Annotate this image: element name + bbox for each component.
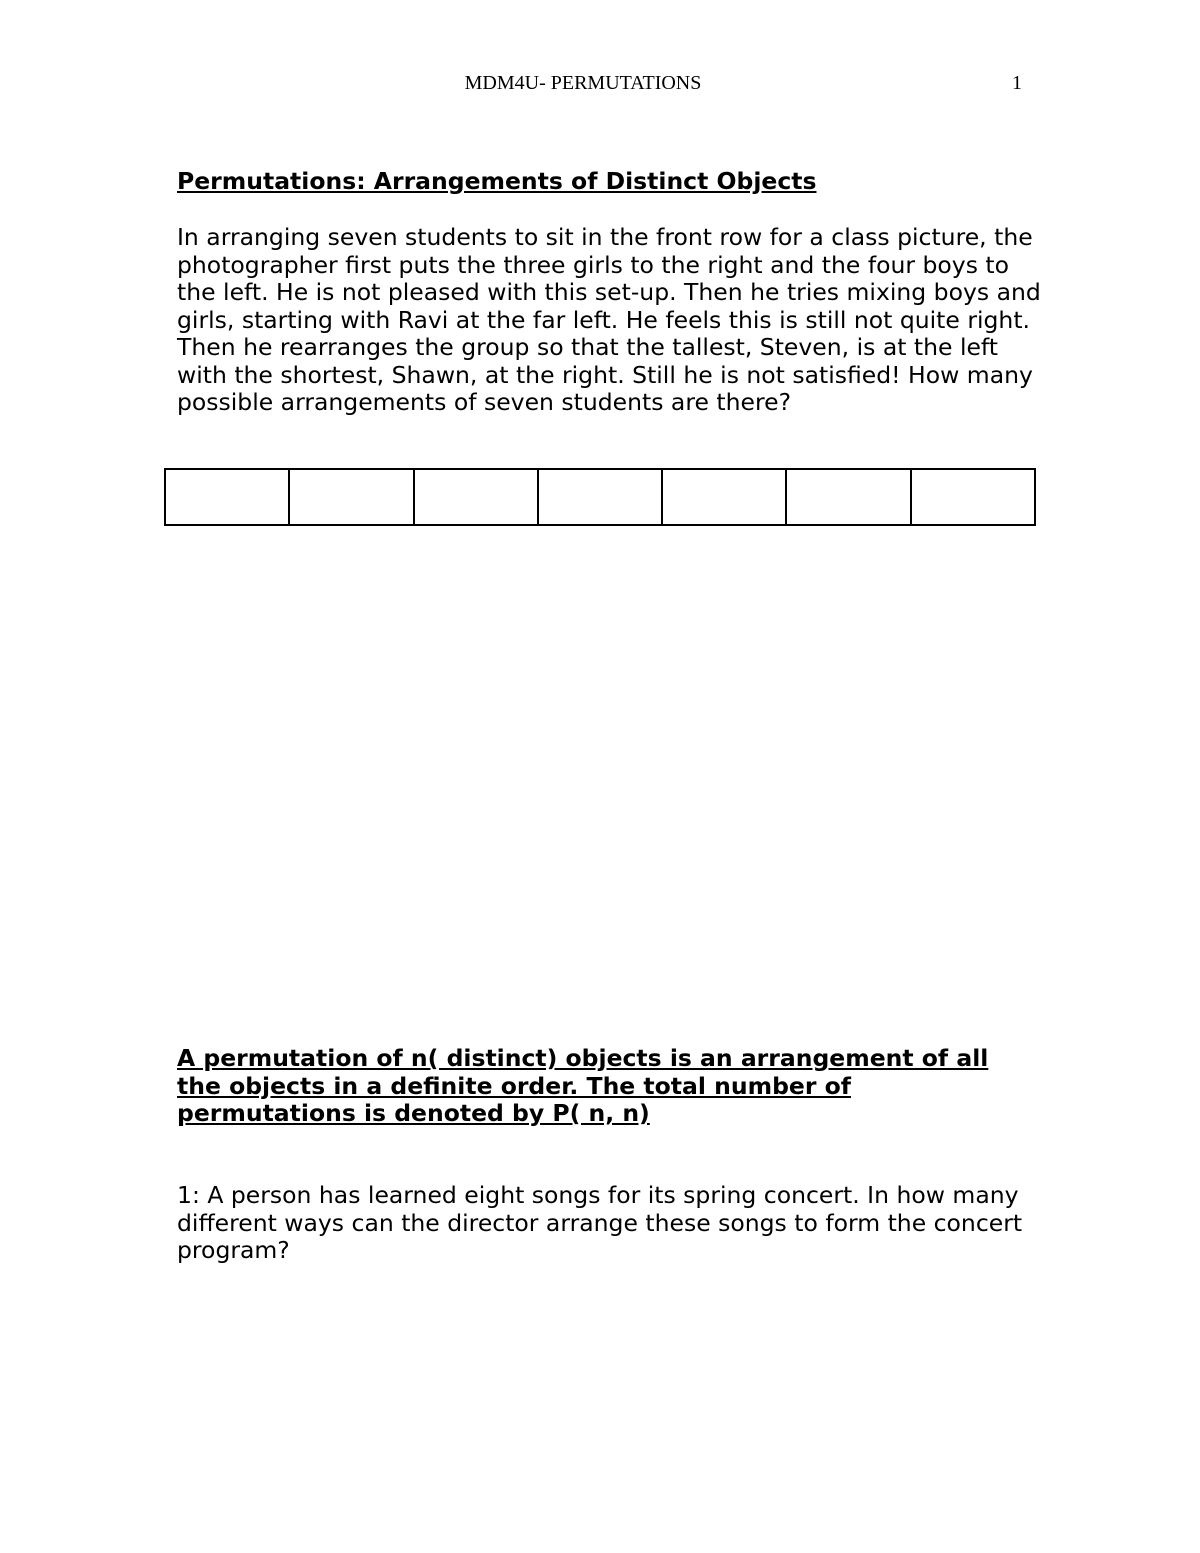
seat-cell-6	[786, 469, 910, 525]
seat-row	[165, 469, 1035, 525]
seat-cell-1	[165, 469, 289, 525]
intro-paragraph: In arranging seven students to sit in the front row for a class picture, the photographer first puts the three girls to the right and the four boys to the left. He is not pleased with this set-up. Then he tries mixing boys and girls, starting with Ravi at the far left. He feels this is still not quite right. Then he rearranges the group so that the tallest, Steven, is at the left with the shortest, Shawn, at the right. Still he is not satisfied! How many possible arrangements of seven students are there?	[177, 223, 1041, 416]
seat-cell-3	[414, 469, 538, 525]
page-number: 1	[1012, 72, 1022, 94]
seat-arrangement-table	[164, 468, 1036, 526]
seat-cell-4	[538, 469, 662, 525]
question-1: 1: A person has learned eight songs for its spring concert. In how many different ways can the director arrange these songs to form the concert program?	[177, 1181, 1023, 1264]
section-title: Permutations: Arrangements of Distinct Objects	[177, 167, 817, 195]
header-title: MDM4U- PERMUTATIONS	[464, 72, 702, 94]
definition-text: A permutation of n( distinct) objects is an arrangement of all the objects in a definite order. The total number of permutations is denoted by P( n, n)	[177, 1044, 989, 1127]
permutation-definition	[177, 1045, 1037, 1128]
seat-cell-2	[289, 469, 413, 525]
seat-cell-5	[662, 469, 786, 525]
seat-cell-7	[911, 469, 1035, 525]
page-header	[0, 72, 1200, 102]
